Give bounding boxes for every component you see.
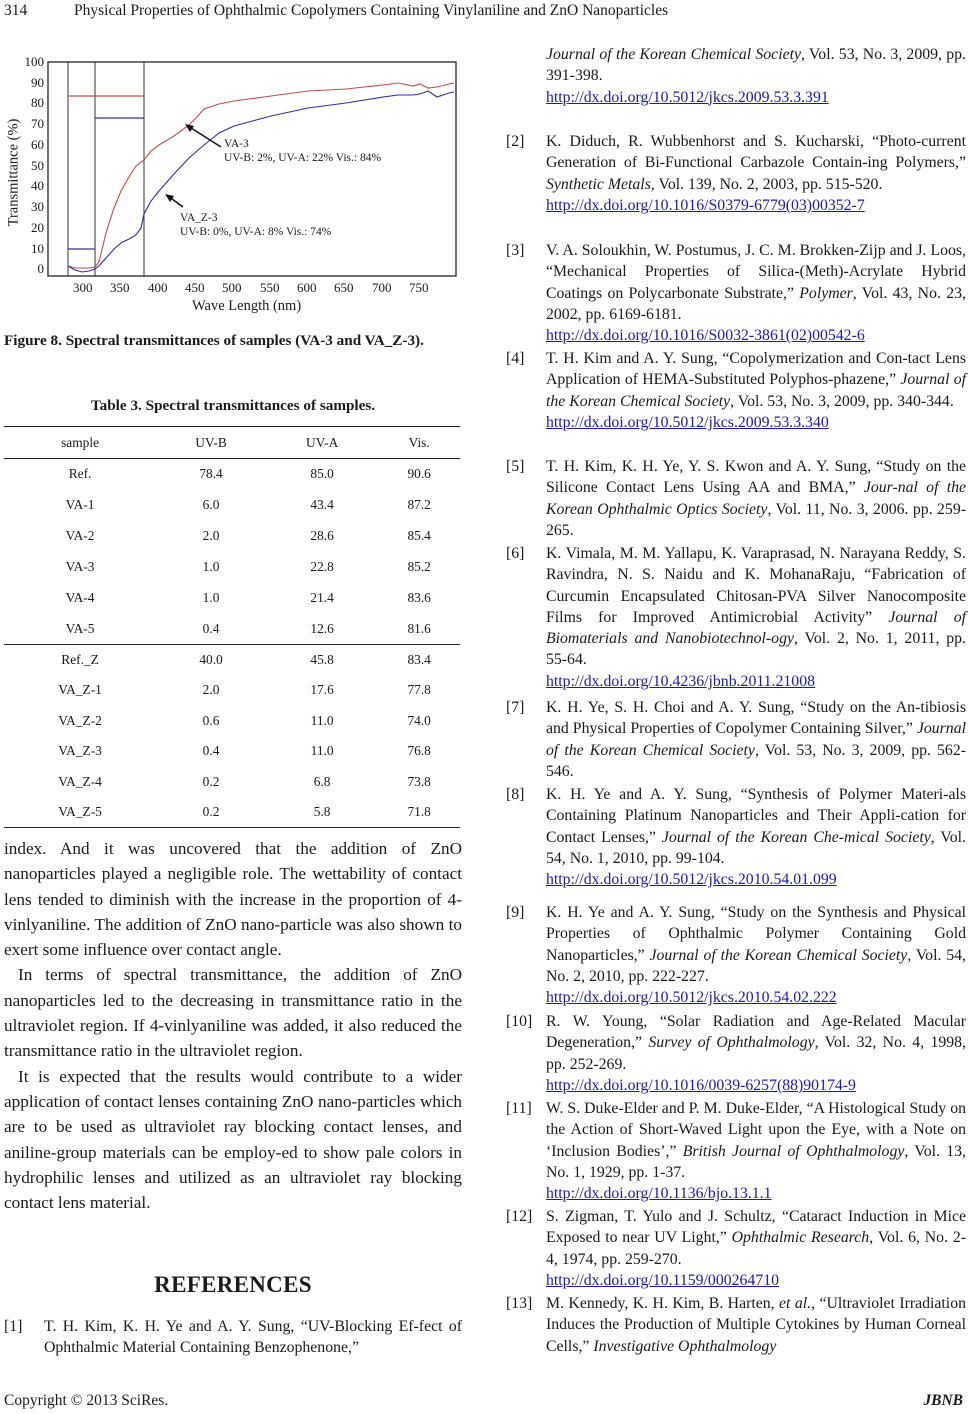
spectral-transmittance-table	[4, 426, 460, 828]
reference-10: [10] R. W. Young, “Solar Radiation and Age-Related Macular Degeneration,” Survey of Ophthalmology, Vol. 32, No. 4, 1998, pp. 252-269. http://dx.doi.org/10.1016/0039-6257(88)90174-9	[506, 1013, 966, 1094]
reference-3: [3] V. A. Soloukhin, W. Postumus, J. C. M. Brokken-Zijp and J. Loos, “Mechanical Properties of Silica-(Meth)-Acrylate Hybrid Coatings on Polycarbonate Substrate,” Polymer, Vol. 43, No. 23, 2002, pp. 6169-6181. http://dx.doi.org/10.1016/S0032-3861(02)00542-6	[506, 242, 966, 345]
cell: 71.8	[407, 804, 431, 819]
vaz3-arrowhead	[165, 194, 174, 202]
x-tick: 650	[334, 280, 354, 295]
doi-link[interactable]: http://dx.doi.org/10.1016/S0379-6779(03)00352-7	[546, 196, 865, 214]
ref-number: [3]	[506, 242, 525, 259]
table-row	[4, 552, 460, 583]
table-row	[4, 767, 460, 798]
cell: 11.0	[310, 712, 334, 728]
doi-link[interactable]: http://dx.doi.org/10.1016/S0032-3861(02)00542-6	[546, 327, 865, 345]
cell: 0.4	[202, 620, 220, 636]
cell: 2.0	[202, 528, 220, 543]
table-row	[4, 645, 460, 676]
reference-13: [13] M. Kennedy, K. H. Kim, B. Harten, et al., “Ultraviolet Irradiation Induces the Production of Multiple Cytokines by Human Corneal Cells,” Investigative Ophthalmology	[506, 1295, 966, 1355]
reference-2: [2] K. Diduch, R. Wubbenhorst and S. Kucharski, “Photo-current Generation of Bi-Functional Carbazole Contain-ing Polymers,” Synthetic Metals, Vol. 139, No. 2, 2003, pp. 515-520. http://dx.doi.org/10.1016/S0379-6779(03)00352-7	[506, 133, 966, 214]
ref-journal: Journal of Biomaterials and Nanobiotechnol-ogy	[546, 608, 966, 648]
y-tick: 100	[24, 54, 44, 69]
cell: 43.4	[310, 497, 334, 512]
x-tick: 700	[372, 280, 392, 295]
doi-link[interactable]: http://dx.doi.org/10.5012/jkcs.2010.54.02.222	[546, 989, 837, 1007]
ref-journal: Jour-nal of the Korean Ophthalmic Optics Society	[546, 479, 966, 518]
reference-1	[4, 1316, 462, 1359]
vaz3-label: VA_Z-3	[180, 212, 218, 224]
cell: 83.4	[407, 652, 431, 667]
ref-number: [4]	[506, 350, 525, 367]
x-axis-label: Wave Length (nm)	[192, 298, 302, 314]
cell: 28.6	[310, 528, 334, 543]
y-tick: 10	[31, 241, 44, 256]
table-row	[4, 583, 460, 614]
cell: 85.2	[407, 559, 431, 574]
x-ticks	[0, 280, 470, 296]
y-tick: 20	[31, 220, 44, 235]
table-row	[4, 614, 460, 645]
cell: 17.6	[310, 682, 334, 698]
cell: VA-3	[65, 559, 95, 574]
table-row	[4, 736, 460, 767]
reference-4: [4] T. H. Kim and A. Y. Sung, “Copolymerization and Con-tact Lens Application of HEMA-Substituted Polyphos-phazene,” Journal of the Korean Chemical Society, Vol. 53, No. 3, 2009, pp. 340-344. http://dx.doi.org/10.5012/jkcs.2009.53.3.340	[506, 350, 966, 431]
doi-link[interactable]: http://dx.doi.org/10.5012/jkcs.2009.53.3.340	[546, 413, 829, 431]
journal-abbreviation: JBNB	[923, 1392, 963, 1409]
cell: 85.0	[310, 466, 334, 482]
ref-number: [1]	[4, 1318, 23, 1335]
ref-journal: Journal of the Korean Che-mical Society	[661, 828, 931, 846]
va3-values: UV-B: 2%, UV-A: 22% Vis.: 84%	[224, 152, 382, 164]
cell: VA-2	[65, 528, 95, 543]
x-tick: 600	[297, 280, 317, 295]
ref-journal: Survey of Ophthalmology	[648, 1034, 815, 1052]
y-tick: 60	[31, 137, 44, 152]
cell: 0.2	[202, 804, 220, 819]
x-tick: 300	[73, 280, 93, 295]
cell: 5.8	[313, 804, 331, 819]
cell: VA-5	[65, 620, 95, 636]
ref-journal: Polymer	[799, 284, 853, 302]
ref-number: [9]	[506, 904, 525, 921]
doi-link[interactable]: http://dx.doi.org/10.1159/000264710	[546, 1271, 780, 1289]
va3-arrow	[188, 126, 221, 147]
ref-journal: Journal of the Korean Chemical Society	[546, 720, 966, 759]
col-header: UV-B	[195, 434, 227, 450]
vaz3-annotation	[180, 211, 331, 239]
ref-number: [6]	[506, 545, 525, 562]
cell: VA_Z-4	[58, 773, 102, 789]
paragraph: In terms of spectral transmittance, the addition of ZnO nanoparticles led to the decreasing in transmittance ratio in the ultraviolet region. If 4-vinlyaniline was added, it also reduced the transmittance ratio in the ultraviolet region.	[4, 965, 462, 1061]
ref-journal: Journal of the Korean Chemical Society	[546, 46, 801, 63]
col-header: UV-A	[306, 434, 339, 450]
reference-12: [12] S. Zigman, T. Yulo and J. Schultz, “Cataract Induction in Mice Exposed to near UV Light,” Ophthalmic Research, Vol. 6, No. 2-4, 1974, pp. 259-270. http://dx.doi.org/10.1159/000264710	[506, 1208, 966, 1289]
col-header: sample	[61, 434, 100, 450]
cell: VA_Z-2	[58, 712, 102, 728]
ref-number: [12]	[506, 1208, 533, 1225]
doi-link[interactable]: http://dx.doi.org/10.1016/0039-6257(88)90174-9	[546, 1076, 856, 1094]
ref-journal: British Journal of Ophthalmology	[682, 1142, 905, 1160]
cell: 83.6	[407, 590, 431, 605]
y-tick: 30	[31, 199, 44, 214]
cell: 1.0	[202, 590, 220, 605]
cell: 85.4	[407, 528, 431, 543]
table-row	[4, 706, 460, 737]
ref-number: [8]	[506, 786, 525, 803]
cell: 0.2	[202, 773, 220, 789]
paragraph: index. And it was uncovered that the addition of ZnO nanoparticles played a negligible role. The wettability of contact lens tended to diminish with the increase in the proportion of 4-vinlyaniline. The addition of ZnO nano-particle was also shown to exert some influence over contact angle.	[4, 839, 462, 960]
doi-link[interactable]: http://dx.doi.org/10.1136/bjo.13.1.1	[546, 1185, 772, 1203]
doi-link[interactable]: http://dx.doi.org/10.4236/jbnb.2011.21008	[546, 672, 815, 690]
cell: VA_Z-5	[58, 804, 102, 819]
reference-1-continued: Journal of the Korean Chemical Society, Vol. 53, No. 3, 2009, pp. 391-398. http://dx.doi.org/10.5012/jkcs.2009.53.3.391	[546, 46, 966, 106]
ref-journal: Journal of the Korean Chemical Society	[546, 371, 966, 410]
y-tick: 0	[37, 261, 44, 276]
paragraph: It is expected that the results would contribute to a wider application of contact lenses containing ZnO nano-particles which are to be used as ultraviolet ray blocking contact lenses, and aniline-group materials can be employ-ed to show pale colors in hydrophilic lenses and utilized as an ultraviolet ray blocking contact lens material.	[4, 1066, 462, 1213]
va3-arrowhead	[185, 124, 194, 132]
running-header	[0, 0, 969, 24]
reference-8: [8] K. H. Ye and A. Y. Sung, “Synthesis of Polymer Materi-als Containing Platinum Nanoparticles and Their Appli-cation for Contact Lenses,” Journal of the Korean Che-mical Society, Vol. 54, No. 1, 2010, pp. 99-104. http://dx.doi.org/10.5012/jkcs.2010.54.01.099	[506, 786, 966, 889]
table-caption: Table 3. Spectral transmittances of samples.	[90, 397, 376, 414]
ref-journal: Journal of the Korean Chemical Society	[649, 946, 908, 964]
figure-8-chart	[0, 48, 470, 320]
references-heading: REFERENCES	[154, 1272, 312, 1297]
ref-number: [10]	[506, 1013, 533, 1030]
copyright: Copyright © 2013 SciRes.	[4, 1392, 169, 1409]
y-axis-label: Transmittance (%)	[5, 118, 22, 227]
cell: 73.8	[407, 773, 431, 789]
cell: 11.0	[310, 743, 334, 759]
running-title: Physical Properties of Ophthalmic Copolymers Containing Vinylaniline and ZnO Nanoparticles	[74, 2, 669, 19]
va3-annotation	[224, 137, 381, 165]
table-row	[4, 459, 460, 490]
y-tick: 70	[31, 116, 44, 131]
x-tick: 500	[222, 280, 242, 295]
reference-5: [5] T. H. Kim, K. H. Ye, Y. S. Kwon and A. Y. Sung, “Study on the Silicone Contact Lens Using AA and BMA,” Jour-nal of the Korean Ophthalmic Optics Society, Vol. 11, No. 3, 2006. pp. 259-265.	[506, 458, 966, 539]
ref-number: [5]	[506, 458, 525, 475]
y-tick: 90	[31, 75, 44, 90]
ref-journal: Investigative Ophthalmology	[593, 1337, 777, 1355]
x-tick: 750	[409, 280, 429, 295]
cell: 12.6	[310, 620, 334, 636]
x-tick: 400	[148, 280, 168, 295]
cell: 40.0	[199, 652, 223, 667]
doi-link[interactable]: http://dx.doi.org/10.5012/jkcs.2010.54.01.099	[546, 871, 837, 889]
reference-11: [11] W. S. Duke-Elder and P. M. Duke-Elder, “A Histological Study on the Action of Short-Waved Light upon the Eye, with a Note on ‘Inclusion Bodies’,” British Journal of Ophthalmology, Vol. 13, No. 1, 1929, pp. 1-37. http://dx.doi.org/10.1136/bjo.13.1.1	[506, 1100, 966, 1203]
cell: 0.6	[202, 712, 220, 728]
x-tick: 350	[110, 280, 130, 295]
conclusion-text	[4, 836, 462, 1215]
table-row	[4, 521, 460, 552]
ref-number: [7]	[506, 699, 525, 716]
cell: 6.8	[313, 773, 331, 789]
ref-number: [2]	[506, 133, 525, 150]
cell: Ref._Z	[61, 652, 99, 667]
cell: 21.4	[310, 590, 334, 605]
cell: Ref.	[68, 466, 92, 482]
table-header-row	[4, 427, 460, 459]
doi-link[interactable]: http://dx.doi.org/10.5012/jkcs.2009.53.3.391	[546, 88, 829, 106]
cell: 76.8	[407, 743, 431, 759]
cell: VA-4	[65, 590, 95, 605]
cell: 87.2	[407, 497, 431, 512]
x-tick: 450	[185, 280, 205, 295]
ref-journal: Ophthalmic Research	[731, 1229, 870, 1247]
y-tick: 40	[31, 178, 44, 193]
vaz3-values: UV-B: 0%, UV-A: 8% Vis.: 74%	[180, 226, 332, 238]
table-row	[4, 797, 460, 828]
cell: 6.0	[202, 497, 220, 512]
ref-number: [13]	[506, 1295, 533, 1312]
page-number: 314	[4, 2, 28, 19]
cell: 2.0	[202, 682, 220, 698]
cell: 22.8	[310, 559, 334, 574]
cell: 0.4	[202, 743, 220, 759]
y-tick: 50	[31, 158, 44, 173]
ref-journal: Synthetic Metals	[546, 175, 651, 193]
cell: 1.0	[202, 559, 220, 574]
ref-text: T. H. Kim, K. H. Ye and A. Y. Sung, “UV-Blocking Ef-fect of Ophthalmic Material Containing Benzophenone,”	[44, 1318, 462, 1357]
table-row	[4, 675, 460, 706]
ref-number: [11]	[506, 1100, 532, 1117]
cell: 81.6	[407, 620, 431, 636]
cell: 90.6	[407, 466, 431, 482]
reference-6: [6] K. Vimala, M. M. Yallapu, K. Varaprasad, N. Narayana Reddy, S. Ravindra, N. S. Naidu and K. MohanaRaju, “Fabrication of Curcumin Encapsulated Chitosan-PVA Silver Nanocomposite Films for Improved Antimicrobial Activity” Journal of Biomaterials and Nanobiotechnol-ogy, Vol. 2, No. 1, 2011, pp. 55-64. http://dx.doi.org/10.4236/jbnb.2011.21008	[506, 545, 966, 690]
figure-caption: Figure 8. Spectral transmittances of samples (VA-3 and VA_Z-3).	[4, 332, 424, 349]
cell: VA_Z-3	[58, 743, 102, 759]
y-tick: 80	[31, 95, 44, 110]
cell: VA-1	[65, 497, 95, 512]
cell: VA_Z-1	[58, 682, 102, 698]
va3-label: VA-3	[224, 138, 249, 150]
cell: 78.4	[199, 466, 223, 482]
table-row	[4, 490, 460, 521]
reference-7: [7] K. H. Ye, S. H. Choi and A. Y. Sung, “Study on the An-tibiosis and Physical Properties of Copolymer Containing Silver,” Journal of the Korean Chemical Society, Vol. 53, No. 3, 2009, pp. 562-546.	[506, 699, 966, 780]
cell: 77.8	[407, 682, 431, 698]
reference-9: [9] K. H. Ye and A. Y. Sung, “Study on the Synthesis and Physical Properties of Ophthalmic Polymer Containing Gold Nanoparticles,” Journal of the Korean Chemical Society, Vol. 54, No. 2, 2010, pp. 222-227. http://dx.doi.org/10.5012/jkcs.2010.54.02.222	[506, 904, 966, 1007]
plot-frame	[48, 62, 456, 276]
col-header: Vis.	[408, 434, 430, 450]
x-tick: 550	[260, 280, 280, 295]
cell: 74.0	[407, 712, 431, 728]
cell: 45.8	[310, 652, 334, 667]
